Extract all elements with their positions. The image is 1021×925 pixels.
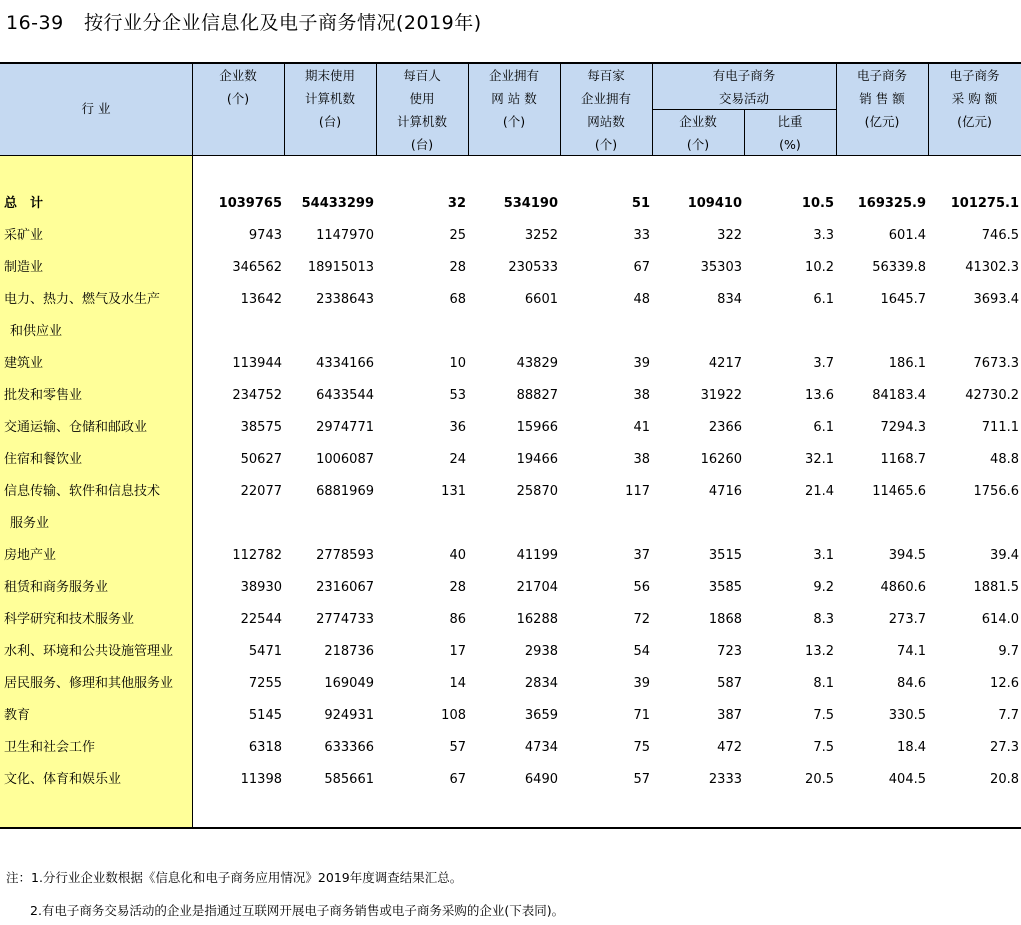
header-websites <box>468 64 560 133</box>
industry-name: 交通运输、仓储和邮政业 <box>4 420 148 435</box>
cell-websites: 25870 <box>516 484 558 499</box>
industry-name: 文化、体育和娱乐业 <box>4 772 122 787</box>
table-row <box>0 252 1021 284</box>
cell-ecommerce-enterprises: 587 <box>717 676 742 691</box>
cell-computers-per-100: 10 <box>449 356 466 371</box>
cell-ecommerce-purchases: 7673.3 <box>973 356 1019 371</box>
header-computers-per-100-line: 使用 <box>409 91 435 106</box>
industry-name: 租赁和商务服务业 <box>4 580 109 595</box>
cell-websites: 19466 <box>516 452 558 467</box>
cell-computers: 2338643 <box>316 292 374 307</box>
cell-computers-per-100: 108 <box>441 708 466 723</box>
cell-ecommerce-enterprises: 387 <box>717 708 742 723</box>
cell-enterprises: 234752 <box>232 388 282 403</box>
cell-enterprises: 38575 <box>240 420 282 435</box>
cell-websites: 2834 <box>524 676 558 691</box>
industry-name: 水利、环境和公共设施管理业 <box>4 644 174 659</box>
cell-ecommerce-sales: 1645.7 <box>880 292 926 307</box>
cell-ecommerce-sales: 404.5 <box>888 772 926 787</box>
cell-computers: 2774733 <box>316 612 374 627</box>
header-websites-line: 网 站 数 <box>491 91 537 106</box>
cell-ecommerce-share: 32.1 <box>805 452 834 467</box>
cell-websites-per-100: 72 <box>633 612 650 627</box>
cell-ecommerce-sales: 74.1 <box>897 644 926 659</box>
industry-name-continuation: 服务业 <box>10 516 50 531</box>
header-computers-per-100-line: 每百人 <box>403 68 441 83</box>
header-ecommerce-sales-line: 电子商务 <box>856 68 907 83</box>
cell-enterprises: 9743 <box>248 228 282 243</box>
industry-name: 居民服务、修理和其他服务业 <box>4 676 174 691</box>
cell-ecommerce-sales: 330.5 <box>888 708 926 723</box>
header-enterprises <box>192 64 284 110</box>
cell-ecommerce-sales: 1168.7 <box>880 452 926 467</box>
cell-enterprises: 22544 <box>240 612 282 627</box>
cell-ecommerce-share: 3.1 <box>813 548 834 563</box>
note-2: 2.有电子商务交易活动的企业是指通过互联网开展电子商务销售或电子商务采购的企业(下表同)。 <box>30 903 565 918</box>
cell-ecommerce-share: 9.2 <box>813 580 834 595</box>
note-1: 注：1.分行业企业数根据《信息化和电子商务应用情况》2019年度调查结果汇总。 <box>6 870 463 885</box>
header-ecommerce-sales-line: (亿元) <box>864 114 900 129</box>
cell-enterprises: 22077 <box>240 484 282 499</box>
cell-websites-per-100: 67 <box>633 260 650 275</box>
header-ecommerce-enterprises-line: 企业数 <box>679 114 717 129</box>
cell-computers: 2778593 <box>316 548 374 563</box>
table-row <box>0 668 1021 700</box>
cell-computers-per-100: 14 <box>449 676 466 691</box>
cell-ecommerce-enterprises: 3515 <box>708 548 742 563</box>
cell-ecommerce-enterprises: 834 <box>717 292 742 307</box>
cell-computers: 169049 <box>324 676 374 691</box>
cell-enterprises: 7255 <box>248 676 282 691</box>
cell-ecommerce-share: 6.1 <box>813 292 834 307</box>
table-row <box>0 700 1021 732</box>
cell-ecommerce-share: 8.3 <box>813 612 834 627</box>
table-number: 16-39 <box>6 12 64 34</box>
table-row <box>0 476 1021 508</box>
cell-computers: 633366 <box>324 740 374 755</box>
table-row <box>0 284 1021 316</box>
cell-ecommerce-share: 20.5 <box>805 772 834 787</box>
cell-ecommerce-share: 10.5 <box>801 196 834 211</box>
cell-websites-per-100: 117 <box>625 484 650 499</box>
header-ecommerce-share-line: 比重 <box>777 114 803 129</box>
cell-ecommerce-purchases: 42730.2 <box>965 388 1019 403</box>
cell-ecommerce-purchases: 711.1 <box>981 420 1019 435</box>
header-industry: 行 业 <box>81 101 111 116</box>
cell-websites-per-100: 57 <box>633 772 650 787</box>
cell-ecommerce-share: 13.6 <box>805 388 834 403</box>
cell-computers-per-100: 86 <box>449 612 466 627</box>
cell-ecommerce-purchases: 1881.5 <box>973 580 1019 595</box>
cell-websites: 3252 <box>524 228 558 243</box>
industry-name: 住宿和餐饮业 <box>4 452 83 467</box>
header-ecommerce-sales-line: 销 售 额 <box>859 91 905 106</box>
cell-websites: 230533 <box>508 260 558 275</box>
header-computers-per-100-line: (台) <box>410 137 434 152</box>
cell-computers-per-100: 32 <box>447 196 466 211</box>
cell-websites-per-100: 33 <box>633 228 650 243</box>
cell-computers-per-100: 24 <box>449 452 466 467</box>
cell-ecommerce-purchases: 48.8 <box>990 452 1019 467</box>
cell-ecommerce-purchases: 41302.3 <box>965 260 1019 275</box>
header-ecommerce-purchases-line: 电子商务 <box>949 68 1000 83</box>
industry-name: 批发和零售业 <box>4 388 83 403</box>
industry-name: 卫生和社会工作 <box>4 740 96 755</box>
cell-websites: 16288 <box>516 612 558 627</box>
table-row <box>0 220 1021 252</box>
cell-websites: 43829 <box>516 356 558 371</box>
cell-ecommerce-sales: 56339.8 <box>872 260 926 275</box>
header-websites-per-100-line: 每百家 <box>587 68 625 83</box>
cell-ecommerce-sales: 169325.9 <box>857 196 926 211</box>
cell-ecommerce-sales: 11465.6 <box>872 484 926 499</box>
cell-ecommerce-enterprises: 4217 <box>708 356 742 371</box>
cell-computers: 2316067 <box>316 580 374 595</box>
table-row <box>0 764 1021 796</box>
cell-websites: 6601 <box>524 292 558 307</box>
cell-websites-per-100: 48 <box>633 292 650 307</box>
header-ecommerce-purchases <box>928 64 1021 133</box>
cell-computers: 1147970 <box>316 228 374 243</box>
cell-ecommerce-share: 7.5 <box>813 740 834 755</box>
cell-websites-per-100: 56 <box>633 580 650 595</box>
header-computers-per-100-line: 计算机数 <box>396 114 447 129</box>
cell-enterprises: 11398 <box>240 772 282 787</box>
header-websites-per-100 <box>560 64 652 156</box>
cell-ecommerce-enterprises: 2366 <box>708 420 742 435</box>
table-row <box>0 444 1021 476</box>
cell-computers-per-100: 17 <box>449 644 466 659</box>
cell-ecommerce-sales: 186.1 <box>888 356 926 371</box>
cell-computers: 18915013 <box>307 260 374 275</box>
cell-ecommerce-share: 6.1 <box>813 420 834 435</box>
cell-enterprises: 38930 <box>240 580 282 595</box>
industry-name: 科学研究和技术服务业 <box>4 612 135 627</box>
header-ecommerce-share <box>744 110 836 156</box>
header-enterprises-line: (个) <box>226 91 250 106</box>
industry-name: 建筑业 <box>4 356 44 371</box>
cell-computers: 585661 <box>324 772 374 787</box>
industry-name: 房地产业 <box>4 548 57 563</box>
header-ecommerce-enterprises <box>652 110 744 156</box>
cell-ecommerce-purchases: 20.8 <box>990 772 1019 787</box>
cell-enterprises: 1039765 <box>218 196 282 211</box>
cell-computers-per-100: 36 <box>449 420 466 435</box>
cell-computers-per-100: 53 <box>449 388 466 403</box>
industry-name: 采矿业 <box>4 228 44 243</box>
cell-computers-per-100: 25 <box>449 228 466 243</box>
header-computers <box>284 64 376 133</box>
cell-computers: 2974771 <box>316 420 374 435</box>
bottom-rule <box>0 827 1021 829</box>
cell-ecommerce-enterprises: 3585 <box>708 580 742 595</box>
cell-ecommerce-purchases: 39.4 <box>990 548 1019 563</box>
header-ecommerce-enterprises-line: (个) <box>686 137 710 152</box>
header-websites-line: 企业拥有 <box>488 68 539 83</box>
table-row <box>0 412 1021 444</box>
cell-enterprises: 6318 <box>248 740 282 755</box>
cell-computers-per-100: 40 <box>449 548 466 563</box>
header-ecommerce-purchases-line: (亿元) <box>957 114 992 129</box>
header-websites-per-100-line: 网站数 <box>587 114 625 129</box>
header-computers-line: 期末使用 <box>304 68 355 83</box>
cell-websites: 21704 <box>516 580 558 595</box>
header-ecommerce-activity-line: 交易活动 <box>718 91 769 106</box>
industry-name: 制造业 <box>4 260 44 275</box>
cell-websites-per-100: 71 <box>633 708 650 723</box>
cell-enterprises: 5471 <box>248 644 282 659</box>
cell-computers-per-100: 57 <box>449 740 466 755</box>
cell-ecommerce-sales: 84183.4 <box>872 388 926 403</box>
cell-enterprises: 50627 <box>240 452 282 467</box>
cell-websites-per-100: 39 <box>633 356 650 371</box>
cell-ecommerce-purchases: 101275.1 <box>950 196 1019 211</box>
cell-computers: 4334166 <box>316 356 374 371</box>
cell-enterprises: 112782 <box>232 548 282 563</box>
cell-ecommerce-sales: 84.6 <box>897 676 926 691</box>
cell-ecommerce-share: 3.7 <box>813 356 834 371</box>
cell-ecommerce-sales: 394.5 <box>888 548 926 563</box>
table-title: 按行业分企业信息化及电子商务情况(2019年) <box>84 12 482 34</box>
cell-ecommerce-sales: 18.4 <box>897 740 926 755</box>
table-row <box>0 188 1021 220</box>
cell-enterprises: 13642 <box>240 292 282 307</box>
cell-websites: 41199 <box>516 548 558 563</box>
cell-computers-per-100: 131 <box>441 484 466 499</box>
header-websites-per-100-line: (个) <box>594 137 618 152</box>
header-ecommerce-activity <box>652 64 836 110</box>
cell-ecommerce-purchases: 3693.4 <box>973 292 1019 307</box>
cell-websites-per-100: 54 <box>633 644 650 659</box>
industry-name: 总 计 <box>4 196 44 211</box>
header-ecommerce-purchases-line: 采 购 额 <box>951 91 998 106</box>
cell-websites-per-100: 37 <box>633 548 650 563</box>
header-computers-line: 计算机数 <box>304 91 355 106</box>
industry-name: 信息传输、软件和信息技术 <box>4 484 161 499</box>
header-bottom-rule <box>0 155 1021 156</box>
cell-ecommerce-enterprises: 16260 <box>700 452 742 467</box>
cell-ecommerce-sales: 601.4 <box>888 228 926 243</box>
table-row <box>0 732 1021 764</box>
industry-name: 教育 <box>4 708 31 723</box>
page-title <box>6 8 482 35</box>
cell-websites: 2938 <box>524 644 558 659</box>
cell-enterprises: 113944 <box>232 356 282 371</box>
cell-computers-per-100: 28 <box>449 580 466 595</box>
industry-name-continuation: 和供应业 <box>10 324 63 339</box>
header-enterprises-line: 企业数 <box>219 68 257 83</box>
cell-websites-per-100: 38 <box>633 452 650 467</box>
cell-ecommerce-purchases: 12.6 <box>990 676 1019 691</box>
cell-ecommerce-enterprises: 31922 <box>700 388 742 403</box>
cell-websites: 3659 <box>524 708 558 723</box>
header-ecommerce-activity-line: 有电子商务 <box>712 68 776 83</box>
cell-websites-per-100: 51 <box>631 196 650 211</box>
cell-computers: 1006087 <box>316 452 374 467</box>
cell-computers: 924931 <box>324 708 374 723</box>
cell-ecommerce-share: 21.4 <box>805 484 834 499</box>
cell-ecommerce-enterprises: 109410 <box>687 196 742 211</box>
cell-ecommerce-enterprises: 2333 <box>708 772 742 787</box>
table-row <box>0 572 1021 604</box>
cell-ecommerce-sales: 7294.3 <box>880 420 926 435</box>
cell-ecommerce-purchases: 614.0 <box>981 612 1019 627</box>
cell-ecommerce-share: 7.5 <box>813 708 834 723</box>
cell-ecommerce-enterprises: 35303 <box>700 260 742 275</box>
table-row <box>0 348 1021 380</box>
cell-ecommerce-enterprises: 4716 <box>708 484 742 499</box>
header-ecommerce-sales <box>836 64 928 133</box>
cell-ecommerce-purchases: 9.7 <box>998 644 1019 659</box>
table-row <box>0 380 1021 412</box>
cell-computers: 6881969 <box>316 484 374 499</box>
cell-computers: 54433299 <box>301 196 374 211</box>
cell-computers: 6433544 <box>316 388 374 403</box>
cell-enterprises: 5145 <box>248 708 282 723</box>
table-row <box>0 636 1021 668</box>
cell-enterprises: 346562 <box>232 260 282 275</box>
cell-websites: 534190 <box>503 196 558 211</box>
cell-ecommerce-purchases: 746.5 <box>981 228 1019 243</box>
cell-computers: 218736 <box>324 644 374 659</box>
cell-ecommerce-share: 3.3 <box>813 228 834 243</box>
cell-ecommerce-sales: 4860.6 <box>880 580 926 595</box>
cell-websites: 88827 <box>516 388 558 403</box>
cell-computers-per-100: 68 <box>449 292 466 307</box>
cell-ecommerce-enterprises: 1868 <box>708 612 742 627</box>
cell-ecommerce-enterprises: 723 <box>717 644 742 659</box>
cell-computers-per-100: 28 <box>449 260 466 275</box>
cell-ecommerce-enterprises: 472 <box>717 740 742 755</box>
header-ecommerce-share-line: (%) <box>779 137 801 152</box>
cell-ecommerce-purchases: 1756.6 <box>973 484 1019 499</box>
cell-ecommerce-enterprises: 322 <box>717 228 742 243</box>
header-computers-line: (台) <box>318 114 342 129</box>
cell-websites-per-100: 39 <box>633 676 650 691</box>
cell-websites-per-100: 38 <box>633 388 650 403</box>
table-row <box>0 540 1021 572</box>
table-row <box>0 604 1021 636</box>
cell-ecommerce-purchases: 27.3 <box>990 740 1019 755</box>
cell-ecommerce-sales: 273.7 <box>888 612 926 627</box>
cell-websites: 4734 <box>524 740 558 755</box>
header-websites-line: (个) <box>502 114 526 129</box>
cell-ecommerce-purchases: 7.7 <box>998 708 1019 723</box>
cell-websites-per-100: 41 <box>633 420 650 435</box>
industry-name: 电力、热力、燃气及水生产 <box>4 292 161 307</box>
cell-ecommerce-share: 10.2 <box>805 260 834 275</box>
cell-websites: 6490 <box>524 772 558 787</box>
header-computers-per-100 <box>376 64 468 156</box>
cell-ecommerce-share: 8.1 <box>813 676 834 691</box>
cell-computers-per-100: 67 <box>449 772 466 787</box>
cell-ecommerce-share: 13.2 <box>805 644 834 659</box>
header-websites-per-100-line: 企业拥有 <box>580 91 631 106</box>
cell-websites: 15966 <box>516 420 558 435</box>
cell-websites-per-100: 75 <box>633 740 650 755</box>
